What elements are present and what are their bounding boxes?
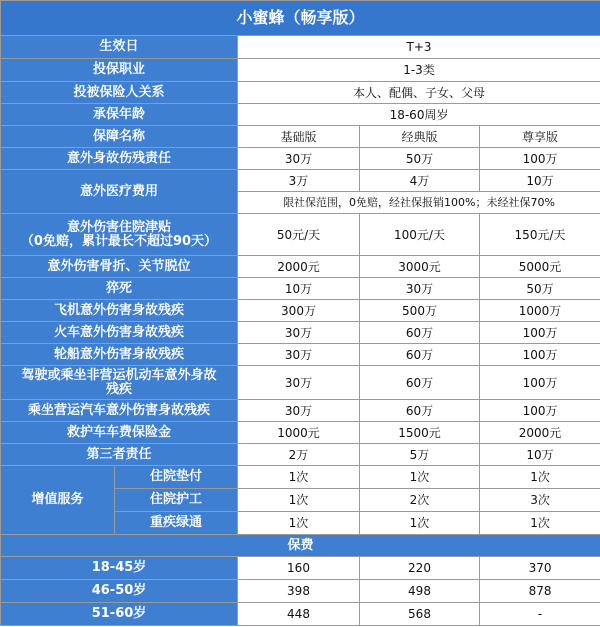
cell-value: 100万	[480, 344, 600, 366]
fracture-label: 意外伤害骨折、关节脱位	[1, 256, 238, 278]
cell-value: 60万	[360, 322, 480, 344]
effective-date-value: T+3	[238, 36, 600, 59]
cell-value: 30万	[238, 344, 360, 366]
plan-basic-label: 基础版	[238, 126, 360, 148]
fracture-row	[1, 256, 600, 278]
title-row	[1, 1, 600, 36]
premium-age-label: 51-60岁	[1, 603, 238, 626]
ship-row	[1, 344, 600, 366]
premium-row	[1, 557, 600, 580]
cell-value: 10万	[480, 170, 600, 192]
cell-value: 1次	[480, 466, 600, 489]
cell-value: 50万	[360, 148, 480, 170]
premium-age-label: 46-50岁	[1, 580, 238, 603]
accident-death-row	[1, 148, 600, 170]
cell-value: 5万	[360, 444, 480, 466]
premium-row	[1, 580, 600, 603]
plan-premium-label: 尊享版	[480, 126, 600, 148]
medical-label: 意外医疗费用	[1, 170, 238, 214]
cell-value: 878	[480, 580, 600, 603]
car-label	[1, 366, 238, 400]
cell-value: 1500元	[360, 422, 480, 444]
cell-value: 1次	[238, 489, 360, 512]
cell-value: 30万	[238, 148, 360, 170]
cell-value: 150元/天	[480, 214, 600, 256]
cell-value: 500万	[360, 300, 480, 322]
bus-row	[1, 400, 600, 422]
cell-value: 1次	[360, 512, 480, 535]
cell-value: 370	[480, 557, 600, 580]
cell-value: 398	[238, 580, 360, 603]
sudden-death-row	[1, 278, 600, 300]
premium-header-row	[1, 535, 600, 557]
cell-value: 220	[360, 557, 480, 580]
cell-value: 100元/天	[360, 214, 480, 256]
cell-value: -	[480, 603, 600, 626]
effective-date-row	[1, 36, 600, 59]
hospital-allowance-row	[1, 214, 600, 256]
cell-value: 60万	[360, 400, 480, 422]
cell-value: 498	[360, 580, 480, 603]
hospital-allowance-title: 意外伤害住院津贴	[66, 219, 171, 235]
train-row	[1, 322, 600, 344]
plane-row	[1, 300, 600, 322]
service-label: 重疾绿通	[115, 512, 238, 535]
age-value: 18-60周岁	[238, 104, 600, 126]
cell-value: 448	[238, 603, 360, 626]
age-label: 承保年龄	[1, 104, 238, 126]
cell-value: 1次	[238, 512, 360, 535]
medical-row	[1, 170, 600, 192]
cell-value: 50元/天	[238, 214, 360, 256]
relation-row	[1, 82, 600, 104]
train-label: 火车意外伤害身故残疾	[1, 322, 238, 344]
plan-classic-label: 经典版	[360, 126, 480, 148]
cell-value: 30万	[238, 366, 360, 400]
page-title: 小蜜蜂（畅享版）	[1, 1, 600, 36]
cell-value: 1次	[360, 466, 480, 489]
cell-value: 3万	[238, 170, 360, 192]
cell-value: 1000元	[238, 422, 360, 444]
cell-value: 50万	[480, 278, 600, 300]
premium-row	[1, 603, 600, 626]
car-label-line2: 残疾	[105, 381, 132, 397]
sudden-death-label: 猝死	[1, 278, 238, 300]
service-label: 住院垫付	[115, 466, 238, 489]
bus-label: 乘坐营运汽车意外伤害身故残疾	[1, 400, 238, 422]
occupation-value: 1-3类	[238, 59, 600, 82]
value-added-row-1	[1, 466, 600, 489]
cell-value: 160	[238, 557, 360, 580]
cell-value: 1次	[480, 512, 600, 535]
cell-value: 300万	[238, 300, 360, 322]
cell-value: 10万	[480, 444, 600, 466]
cell-value: 2000元	[480, 422, 600, 444]
cell-value: 4万	[360, 170, 480, 192]
occupation-row	[1, 59, 600, 82]
cell-value: 100万	[480, 366, 600, 400]
cell-value: 3000元	[360, 256, 480, 278]
hospital-allowance-label	[1, 214, 238, 256]
cell-value: 2次	[360, 489, 480, 512]
cell-value: 10万	[238, 278, 360, 300]
cell-value: 3次	[480, 489, 600, 512]
service-label: 住院护工	[115, 489, 238, 512]
plane-label: 飞机意外伤害身故残疾	[1, 300, 238, 322]
plan-header-label: 保障名称	[1, 126, 238, 148]
premium-age-label: 18-45岁	[1, 557, 238, 580]
medical-note: 限社保范围，0免赔，经社保报销100%；未经社保70%	[238, 192, 600, 214]
third-party-label: 第三者责任	[1, 444, 238, 466]
ambulance-label: 救护车车费保险金	[1, 422, 238, 444]
cell-value: 100万	[480, 322, 600, 344]
cell-value: 100万	[480, 148, 600, 170]
cell-value: 5000元	[480, 256, 600, 278]
cell-value: 60万	[360, 344, 480, 366]
relation-label: 投被保险人关系	[1, 82, 238, 104]
ship-label: 轮船意外伤害身故残疾	[1, 344, 238, 366]
cell-value: 2万	[238, 444, 360, 466]
cell-value: 30万	[238, 322, 360, 344]
cell-value: 30万	[238, 400, 360, 422]
age-row	[1, 104, 600, 126]
cell-value: 1次	[238, 466, 360, 489]
car-row	[1, 366, 600, 400]
ambulance-row	[1, 422, 600, 444]
cell-value: 30万	[360, 278, 480, 300]
cell-value: 2000元	[238, 256, 360, 278]
plan-header-row	[1, 126, 600, 148]
car-label-line1: 驾驶或乘坐非营运机动车意外身故	[21, 367, 217, 383]
premium-section-title: 保费	[1, 535, 600, 557]
third-party-row	[1, 444, 600, 466]
cell-value: 568	[360, 603, 480, 626]
effective-date-label: 生效日	[1, 36, 238, 59]
value-added-label: 增值服务	[1, 466, 115, 535]
accident-death-label: 意外身故伤残责任	[1, 148, 238, 170]
cell-value: 1000万	[480, 300, 600, 322]
relation-value: 本人、配偶、子女、父母	[238, 82, 600, 104]
cell-value: 100万	[480, 400, 600, 422]
cell-value: 60万	[360, 366, 480, 400]
occupation-label: 投保职业	[1, 59, 238, 82]
hospital-allowance-subtitle: （0免赔，累计最长不超过90天）	[20, 233, 218, 249]
